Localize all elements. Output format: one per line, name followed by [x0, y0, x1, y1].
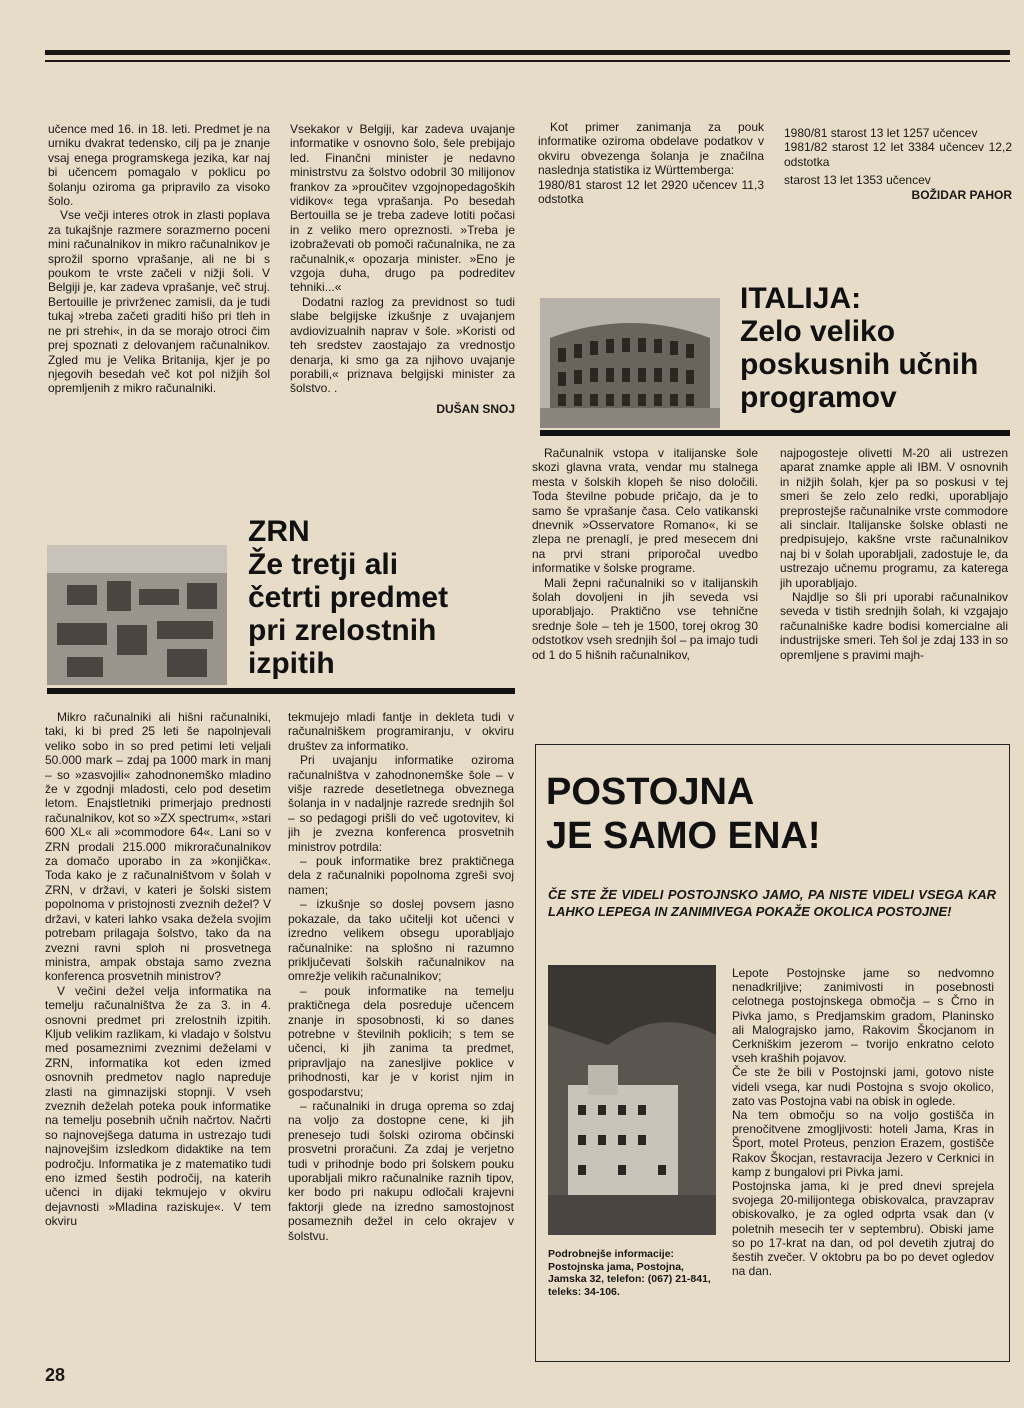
castle-illustration [548, 965, 716, 1235]
paragraph: – izkušnje so doslej povsem jasno pokazale, da tako učitelji kot učenci v izredno velikem obsegu uporabljajo računalnike: na splošno ni razumno priključevati šolskih računalnikov na omrežje velikih računalnikov; [288, 897, 514, 984]
headline-line: poskusnih učnih [740, 348, 979, 381]
paragraph: – pouk informatike na temelju praktičnega dela posreduje učencem znanje in sposobnosti, ki so danes potrebne v številnih poklicih; s tem se učenci, ki jih zanima ta predmet, pripravljajo na zanesljive poklice v prihodnosti, kar je v korist njim in gospodarstvu; [288, 983, 514, 1099]
page-number: 28 [45, 1365, 66, 1385]
paragraph: Dodatni razlog za previdnost so tudi slabe belgijske izkušnje z uvajanjem avdiovizualnih naprav v šole. »Koristi od teh sredstev zaostajajo za vrednostjo denarja, ki smo ga za njihovo uvajanje porabili,« priznava belgijski minister za šolstvo. . [290, 294, 515, 396]
headline-line: Že tretji ali [248, 548, 399, 581]
stat-line: 1980/81 starost 12 let 2920 učencev 11,3 odstotka [538, 177, 764, 207]
paragraph: Vse večji interes otrok in zlasti poplava za tukajšnje razmere sorazmerno poceni mini računalnikov in mikro računalnikov je sprožil sporno vprašanje, ali ne bi s poukom te vrste začeli v nižji šoli. V Belgiji je, kar zadeva vprašanje, več struj. Bertouille je privrženec zamisli, da je tudi tukaj »treba začeti graditi hišo pri tleh in ne pri strehi«, in da se morajo otroci čim prej spoznati z delovanjem računalnikov. Zgled mu je Velika Britanija, kjer je po njegovih besedah več kot pol nižjih šol opremljenih z mikro računalniki. [48, 208, 270, 396]
paragraph: Lepote Postojnske jame so nedvomno nenadkriljive; zanimivosti in posebnosti celotnega postojnskega območja – s Črno in Pivka jamo, s Predjamskim gradom, Planinsko ali Malograjsko jamo, Rakovim Škocjanom in Cerkniškim jezerom – tvorijo enkratno celoto vseh krašhih pojavov. [732, 966, 994, 1066]
postojna-body [732, 966, 994, 1346]
top-rule-thin [45, 60, 1010, 62]
headline-line: četrti predmet [248, 581, 449, 614]
top-rule [45, 50, 1010, 55]
headline-line: pri zrelostnih [248, 614, 437, 647]
headline-line: POSTOJNA [546, 771, 755, 813]
headline-line: izpitih [248, 647, 335, 680]
paragraph: Postojnska jama, ki je pred dnevi sprejela svojega 20-milijontega obiskovalca, pravzaprav obiskovalko, je za ogled odprta vsak dan (v poletnih mesecih ter v septembru). Obiski jame so po 17-krat na dan, od pol devetih zjutraj do šestih zvečer. V oktobru pa bo po devet ogledov na dan. [732, 1179, 994, 1279]
zrn-rule [47, 688, 515, 694]
paragraph: Mikro računalniki ali hišni računalniki, taki, ki bi pred 25 leti še napolnjevali veliko sobo in so pred petimi leti veljali 50.000 mark – zdaj pa 1000 mark in manj – so »zasvojili« zahodnonemško mladino že v zgodnji mladosti, celo pod desetim letom. Enajstletniki primerjajo prednosti računalnikov, kot so »ZX spectrum«, »stari 600 XL« ali »commodore 64«. Lani so v ZRN prodali 215.000 mikroračunalnikov za domačo uporabo in za »konjička«. Toda kako je z računalništvom v šolah v ZRN, v državi, v kateri je šolski sistem popolnoma v pristojnosti zveznih dežel? V državi, v kateri lahko vsaka dežela svojim potrebam prilagaja šolstvo, tako da na zvezni ravni sploh ni prosvetnega ministra, ampak obstaja samo zvezna konferenca prosvetnih ministrov? [45, 710, 271, 984]
predjama-castle-photo [548, 965, 716, 1235]
stat-line: 1980/81 starost 13 let 1257 učencev [784, 126, 978, 140]
zrn-column-1 [45, 710, 271, 1362]
headline-line: programov [740, 381, 897, 414]
belgium-column-2 [290, 122, 515, 482]
paragraph: Če ste že bili v Postojnski jami, gotovo niste videli vsega, kar nudi Postojna s svojo okolico, zato vas Postojna vabi na obisk in oglede. [732, 1065, 994, 1108]
paragraph: učence med 16. in 18. leti. Predmet je na urniku dvakrat tedensko, cilj pa je znanje vsaj enega programskega jezika, kar naj bi učencem pomagalo v poklicu po šolanju oziroma ga pripravilo za visoko šolo. [48, 122, 270, 209]
wurttemberg-stats [784, 126, 1012, 226]
paragraph: tekmujejo mladi fantje in dekleta tudi v računalniškem programiranju, v okviru društev za informatiko. [288, 710, 514, 753]
zrn-headline [248, 515, 518, 680]
paragraph: V večini dežel velja informatika na temelju računalništva že za 3. in 4. osnovni predmet pri zrelostnih izpitih. Kljub velikim razlikam, ki vladajo v šolstvu med posameznimi zveznimi deželami v ZRN, informatika kot eden izmed osnovnih predmetov naglo napreduje zlasti na gimnazijski stopnji. V vseh zveznih deželah poteka pouk informatike na temelju posebnih učnih načrtov. Načrti so najnovejšega datuma in ustrezajo tudi najnovejšim izsledkom didaktike na tem področju. Informatika je z matematiko tudi eno izmed šestih področij, na katerih učenci in dijaki tekmujejo v okviru dejavnosti »Mladina raziskuje«. V tem okviru [45, 983, 271, 1229]
paragraph: Pri uvajanju informatike oziroma računalništva v zahodnonemške šole – v višje razrede desetletnega obveznega šolanja in v nadaljnje razrede srednjih šol – so pedagogi prišli do več ugotovitev, ki jih je zvezna konferenca prosvetnih ministrov potrdila: [288, 753, 514, 854]
colosseum-illustration [540, 298, 720, 428]
paragraph: – pouk informatike brez praktičnega dela z računalniki popolnoma zgreši svoj namen; [288, 854, 514, 897]
paragraph: Vsekakor v Belgiji, kar zadeva uvajanje informatike v osnovno šolo, šele prebijajo led. Finančni minister je nedavno ministrstvu za šolstvo odobril 30 milijonov frankov za »proučitev vzgojnopedagoških vidikov« tega vprašanja. Po besedah Bertouilla se je treba zadeve lotiti počasi in z veliko mero opreznosti. »Treba je izobraževati ob pomoči računalnika, ne za računalnik,« opozarja minister. »Eno je vzgoja duha, drugo pa podreditev tehniki...« [290, 122, 515, 295]
paragraph: Mali žepni računalniki so v italijanskih šolah dovoljeni in jih seveda vsi uporabljajo. Praktično vse tehnične srednje šole – teh je 1500, torej okrog 30 odstotkov vseh srednjih šol – pa imajo tudi od 1 do 5 hišnih računalnikov, [532, 575, 758, 662]
city-illustration [47, 545, 227, 685]
paragraph: Računalnik vstopa v italijanske šole skozi glavna vrata, vendar mu stalnega mesta v šolskih klopeh še niso določili. Toda številne pobude pričajo, da je to samo še vprašanje časa. Celo vatikanski dnevnik »Osservatore Romano«, ki se zlepa ne prenaglí, je pred mesecem dni na prvi strani priporočal uvedbo informatike v šolske programe. [532, 446, 758, 576]
headline-line: ITALIJA: [740, 282, 862, 315]
colosseum-photo [540, 298, 720, 428]
italija-column-1 [532, 446, 758, 726]
paragraph: najpogosteje olivetti M-20 ali ustrezen aparat znamke apple ali IBM. V osnovnih in nižjih šolah, kjer pa so poskusi v tej smeri še zelo zelo redki, uporabljajo preprostejše računalnike vrste commodore ali sinclair. Italijanske šolske oblasti ne predpisujejo, kakšne vrste računalnikov naj bi v šolah uporabljali, zadostuje le, da ustrezajo učnemu programu, za katerega jih uporabljajo. [780, 446, 1008, 590]
postojna-headline [546, 770, 986, 858]
italija-rule [540, 430, 1010, 436]
paragraph: Na tem območju so na voljo gostišča in prenočitvene zmogljivosti: hoteli Jama, Kras in Šport, motel Proteus, penzion Erazem, gostišče Rakov Škocjan, restavracija Jezero v Cerknici in kamp z bungalovi pri Pivka jami. [732, 1108, 994, 1179]
city-aerial-photo [47, 545, 227, 685]
headline-line: Zelo veliko [740, 315, 896, 348]
headline-line: ZRN [248, 515, 310, 548]
author-byline: BOŽIDAR PAHOR [911, 187, 1012, 202]
postojna-info-caption: Podrobnejše informacije: Postojnska jama, Postojna, Jamska 32, telefon: (067) 21-841, teleks: 34-106. [548, 1248, 711, 1298]
paragraph: Kot primer zanimanja za pouk informatike oziroma obdelave podatkov v okviru obvezenga šolanja je značilna naslednja statistika iz Württemberga: [538, 120, 764, 178]
headline-line: JE SAMO ENA! [546, 815, 821, 857]
belgium-column-1 [48, 122, 270, 482]
italija-headline [740, 282, 1020, 414]
italija-column-2 [780, 446, 1008, 726]
wurttemberg-intro [538, 120, 764, 230]
author-byline: DUŠAN SNOJ [436, 401, 515, 416]
stat-line: 1981/82 starost 12 let 3384 učencev 12,2 odstotka [784, 140, 1012, 169]
stat-line: starost 13 let 1353 učencev [784, 173, 931, 188]
paragraph: Najdlje so šli pri uporabi računalnikov seveda v tistih srednjih šolah, ki vzgajajo računalniške kadre bodisi komercialne ali industrijske smeri. Teh šol je zdaj 133 in so opremljene s pravimi majh- [780, 590, 1008, 662]
paragraph: – računalniki in druga oprema so zdaj na voljo za dostopne cene, ki jih prenesejo tudi šolski oziroma občinski prosvetni proračuni. Za zdaj je verjetno tudi v prihodnje bodo pri šolskem pouku uporabljali mikro računalnike raznih tipov, ker bodo pri nakupu odločali krajevni faktorji glede na izredno samostojnost posameznih dežel in celo okrajev v šolstvu. [288, 1098, 514, 1243]
postojna-subhead: ČE STE ŽE VIDELI POSTOJNSKO JAMO, PA NISTE VIDELI VSEGA KAR LAHKO LEPEGA IN ZANIMIVEGA POKAŽE OKOLICA POSTOJNE! [548, 887, 996, 919]
zrn-column-2 [288, 710, 514, 1390]
